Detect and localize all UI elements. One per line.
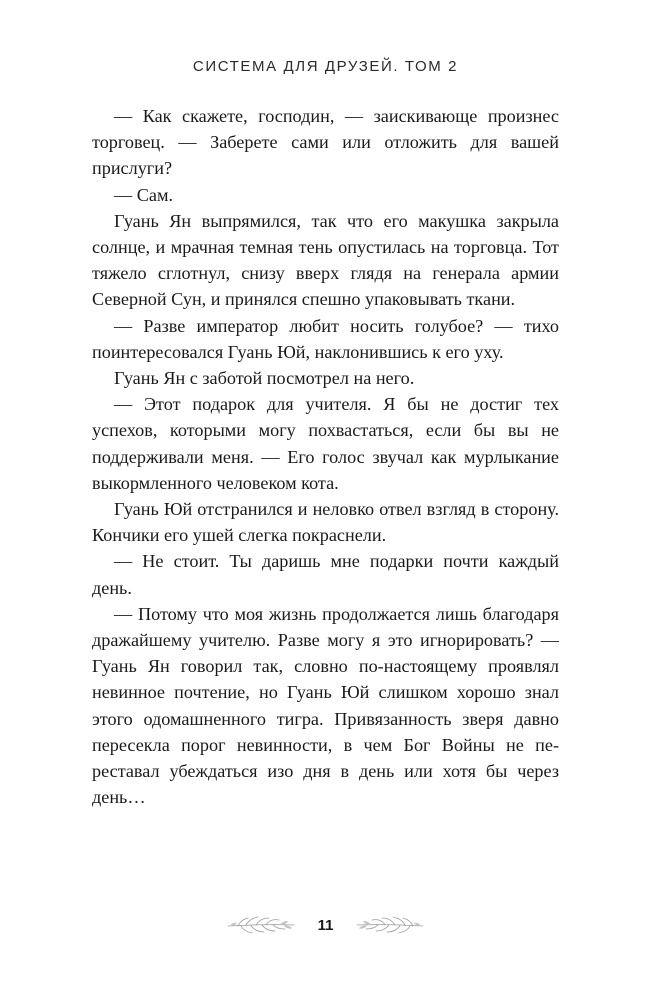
paragraph-6: — Этот подарок для учителя. Я бы не достиг тех успехов, которыми могу похвастаться, если бы вы не поддерживали меня. — Его голос звучал как мурлыкание выкормленного человеком кота. bbox=[92, 394, 559, 493]
leaf-branch-ornament-right-icon bbox=[355, 914, 425, 936]
paragraph-9: — Потому что моя жизнь продолжается лишь благодаря дражайшему учителю. Разве могу я это игнорировать? — Гуань Ян говорил так, словно по-настоящему проявлял невинное почтение, но Гуань Юй слишком хорошо знал этого одомашненного тигра. Привязанность зверя давно пересекла порог невинности, в чем Бог Войны не переставал убеждаться изо дня в день или хотя бы через день… bbox=[92, 603, 559, 808]
paragraph-8: — Не стоит. Ты даришь мне подарки почти каждый день. bbox=[92, 551, 559, 598]
paragraph-3: Гуань Ян выпрямился, так что его макушка закрыла солнце, и мрачная темная тень опустилась на торговца. Тот тяжело сглотнул, снизу вверх глядя на генерала армии Северной Сун, и принялся спешно упаковывать ткани. bbox=[92, 210, 559, 310]
paragraph-1: — Как скажете, господин, — заискивающе произнес торговец. — Заберете сами или отложить для вашей прислуги? bbox=[92, 106, 559, 179]
running-title: СИСТЕМА ДЛЯ ДРУЗЕЙ. ТОМ 2 bbox=[192, 58, 459, 75]
paragraph-5: Гуань Ян с заботой посмотрел на него. bbox=[114, 368, 415, 389]
page-footer bbox=[0, 910, 651, 940]
page-number: 11 bbox=[317, 916, 334, 934]
paragraph-2: — Сам. bbox=[114, 184, 173, 205]
paragraph-7: Гуань Юй отстранился и неловко отвел взгляд в сторону. Кончики его ушей слегка покраснели. bbox=[92, 499, 559, 546]
body-text bbox=[92, 103, 559, 810]
paragraph-4: — Разве император любит носить голубое? — тихо поинтересовался Гуань Юй, наклонившись к его уху. bbox=[92, 315, 559, 362]
leaf-branch-ornament-left-icon bbox=[226, 914, 296, 936]
